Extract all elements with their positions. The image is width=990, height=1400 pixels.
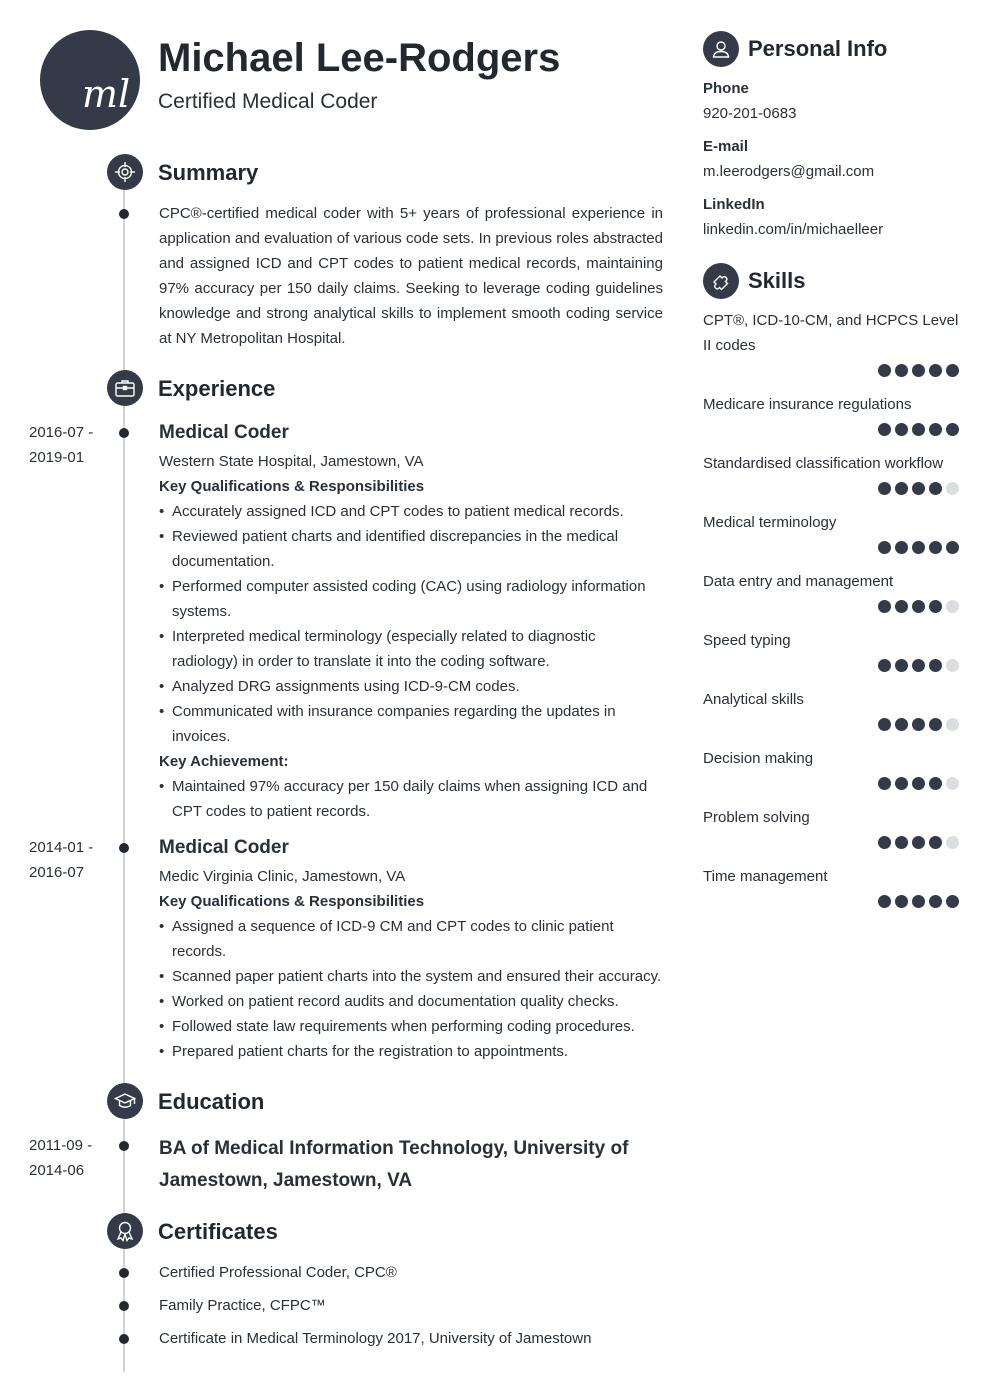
skill-name: Decision making xyxy=(703,750,814,767)
rating-dot-filled xyxy=(878,659,891,672)
rating-dot-empty xyxy=(946,836,959,849)
list-item: • Prepared patient charts for the registration to appointments. xyxy=(159,1039,663,1064)
rating-dot-filled xyxy=(878,482,891,495)
rating-dot-filled xyxy=(946,541,959,554)
graduation-cap-icon xyxy=(107,1083,143,1119)
list-item: • Reviewed patient charts and identified discrepancies in the medical documentation. xyxy=(159,524,663,574)
responsibilities-list xyxy=(159,499,663,749)
job-date-end: 2019-01 xyxy=(29,449,85,466)
rating-dot-filled xyxy=(912,777,925,790)
rating-dot-filled xyxy=(912,541,925,554)
education-date xyxy=(29,1133,109,1183)
certificates-heading: Certificates xyxy=(158,1219,278,1244)
list-item: • Worked on patient record audits and documentation quality checks. xyxy=(159,989,663,1014)
rating-dot-filled xyxy=(895,836,908,849)
rating-dot-filled xyxy=(929,482,942,495)
rating-dot-filled xyxy=(878,541,891,554)
certificate-item: Certified Professional Coder, CPC® xyxy=(159,1264,397,1281)
rating-dot-filled xyxy=(895,423,908,436)
rating-dot-filled xyxy=(895,482,908,495)
rating-dot-filled xyxy=(895,600,908,613)
rating-dot-filled xyxy=(929,364,942,377)
skill-rating xyxy=(878,659,959,672)
education-heading: Education xyxy=(158,1089,265,1114)
skill-rating xyxy=(878,482,959,495)
skill-name: Medicare insurance regulations xyxy=(703,396,912,413)
skill-rating xyxy=(878,836,959,849)
job-employer: Western State Hospital, Jamestown, VA xyxy=(159,453,424,470)
rating-dot-filled xyxy=(878,718,891,731)
rating-dot-empty xyxy=(946,659,959,672)
award-ribbon-icon xyxy=(107,1213,143,1249)
timeline-line xyxy=(123,172,125,1372)
timeline-dot xyxy=(119,209,129,219)
rating-dot-filled xyxy=(912,836,925,849)
rating-dot-filled xyxy=(895,777,908,790)
list-item: • Accurately assigned ICD and CPT codes to patient medical records. xyxy=(159,499,663,524)
phone-label: Phone xyxy=(703,80,749,97)
list-item: • Maintained 97% accuracy per 150 daily claims when assigning ICD and CPT codes to patient records. xyxy=(159,774,663,824)
certificate-item: Certificate in Medical Terminology 2017, University of Jamestown xyxy=(159,1330,592,1347)
email-label: E-mail xyxy=(703,138,749,155)
achievement-list xyxy=(159,774,663,824)
skill-rating xyxy=(878,718,959,731)
rating-dot-filled xyxy=(929,895,942,908)
rating-dot-filled xyxy=(912,895,925,908)
job-title: Medical Coder xyxy=(159,422,289,443)
skill-name: Analytical skills xyxy=(703,691,804,708)
timeline-dot xyxy=(119,843,129,853)
rating-dot-empty xyxy=(946,718,959,731)
monogram-avatar xyxy=(40,30,140,130)
list-item: • Performed computer assisted coding (CAC) using radiology information systems. xyxy=(159,574,663,624)
achievement-heading: Key Achievement: xyxy=(159,753,289,770)
skills-heading: Skills xyxy=(748,268,806,293)
rating-dot-filled xyxy=(912,718,925,731)
education-degree: BA of Medical Information Technology, University of Jamestown, Jamestown, VA xyxy=(159,1138,629,1191)
list-item: • Interpreted medical terminology (especially related to diagnostic radiology) in order to translate it into the coding software. xyxy=(159,624,663,674)
candidate-name: Michael Lee-Rodgers xyxy=(158,36,561,80)
rating-dot-filled xyxy=(912,364,925,377)
list-item: • Assigned a sequence of ICD-9 CM and CPT codes to clinic patient records. xyxy=(159,914,663,964)
skill-name: Time management xyxy=(703,868,828,885)
rating-dot-filled xyxy=(946,895,959,908)
timeline-dot xyxy=(119,1268,129,1278)
skill-rating xyxy=(878,541,959,554)
candidate-title: Certified Medical Coder xyxy=(158,90,378,113)
rating-dot-filled xyxy=(946,364,959,377)
rating-dot-filled xyxy=(912,600,925,613)
list-item: • Analyzed DRG assignments using ICD-9-CM codes. xyxy=(159,674,663,699)
puzzle-icon xyxy=(703,263,739,299)
rating-dot-filled xyxy=(895,659,908,672)
responsibilities-list xyxy=(159,914,663,1064)
skill-name: Standardised classification workflow xyxy=(703,455,944,472)
skill-name: Speed typing xyxy=(703,632,791,649)
responsibilities-heading: Key Qualifications & Responsibilities xyxy=(159,478,425,495)
timeline-dot xyxy=(119,428,129,438)
rating-dot-filled xyxy=(929,541,942,554)
rating-dot-filled xyxy=(912,482,925,495)
rating-dot-filled xyxy=(878,777,891,790)
skill-rating xyxy=(878,895,959,908)
job-date xyxy=(29,835,109,885)
education-date-start: 2011-09 - xyxy=(29,1137,93,1154)
rating-dot-filled xyxy=(929,423,942,436)
rating-dot-filled xyxy=(878,836,891,849)
rating-dot-filled xyxy=(895,895,908,908)
briefcase-icon xyxy=(107,370,143,406)
skill-rating xyxy=(878,423,959,436)
rating-dot-filled xyxy=(912,423,925,436)
rating-dot-filled xyxy=(929,600,942,613)
list-item: • Followed state law requirements when performing coding procedures. xyxy=(159,1014,663,1039)
list-item: • Scanned paper patient charts into the system and ensured their accuracy. xyxy=(159,964,663,989)
rating-dot-filled xyxy=(895,364,908,377)
timeline-dot xyxy=(119,1334,129,1344)
timeline-dot xyxy=(119,1301,129,1311)
rating-dot-filled xyxy=(946,423,959,436)
job-entry xyxy=(159,835,663,1064)
job-date-end: 2016-07 xyxy=(29,864,85,881)
rating-dot-empty xyxy=(946,600,959,613)
rating-dot-filled xyxy=(878,423,891,436)
skill-rating xyxy=(878,600,959,613)
summary-text: CPC®-certified medical coder with 5+ years of professional experience in application and evaluation of various code sets. In previous roles abstracted and assigned ICD and CPT codes to patient medical records, maintaining 97% accuracy per 150 daily claims. Seeking to leverage coding guidelines knowledge and strong analytical skills to implement smooth coding service at NY Metropolitan Hospital. xyxy=(159,205,663,347)
rating-dot-filled xyxy=(878,364,891,377)
rating-dot-filled xyxy=(878,895,891,908)
job-entry xyxy=(159,420,663,824)
personal-info-heading: Personal Info xyxy=(748,36,888,61)
rating-dot-filled xyxy=(895,541,908,554)
certificate-item: Family Practice, CFPC™ xyxy=(159,1297,326,1314)
email-value: m.leerodgers@gmail.com xyxy=(703,163,875,180)
job-employer: Medic Virginia Clinic, Jamestown, VA xyxy=(159,868,406,885)
rating-dot-filled xyxy=(912,659,925,672)
skill-rating xyxy=(878,777,959,790)
monogram-initials: ml xyxy=(82,72,131,116)
rating-dot-filled xyxy=(895,718,908,731)
rating-dot-filled xyxy=(929,836,942,849)
skill-name: CPT®, ICD-10-CM, and HCPCS Level II codes xyxy=(703,312,959,354)
job-date-start: 2016-07 - xyxy=(29,424,94,441)
rating-dot-empty xyxy=(946,777,959,790)
rating-dot-filled xyxy=(878,600,891,613)
linkedin-label: LinkedIn xyxy=(703,196,765,213)
list-item: • Communicated with insurance companies regarding the updates in invoices. xyxy=(159,699,663,749)
responsibilities-heading: Key Qualifications & Responsibilities xyxy=(159,893,425,910)
skill-name: Medical terminology xyxy=(703,514,837,531)
summary-target-icon xyxy=(107,154,143,190)
job-date-start: 2014-01 - xyxy=(29,839,94,856)
job-date xyxy=(29,420,109,470)
timeline-dot xyxy=(119,1141,129,1151)
skill-rating xyxy=(878,364,959,377)
experience-heading: Experience xyxy=(158,376,276,401)
job-title: Medical Coder xyxy=(159,837,289,858)
linkedin-value: linkedin.com/in/michaelleer xyxy=(703,221,884,238)
skill-name: Problem solving xyxy=(703,809,810,826)
skill-name: Data entry and management xyxy=(703,573,894,590)
education-date-end: 2014-06 xyxy=(29,1162,85,1179)
rating-dot-empty xyxy=(946,482,959,495)
summary-heading: Summary xyxy=(158,160,259,185)
rating-dot-filled xyxy=(929,718,942,731)
user-icon xyxy=(703,31,739,67)
phone-value: 920-201-0683 xyxy=(703,105,797,122)
rating-dot-filled xyxy=(929,777,942,790)
rating-dot-filled xyxy=(929,659,942,672)
